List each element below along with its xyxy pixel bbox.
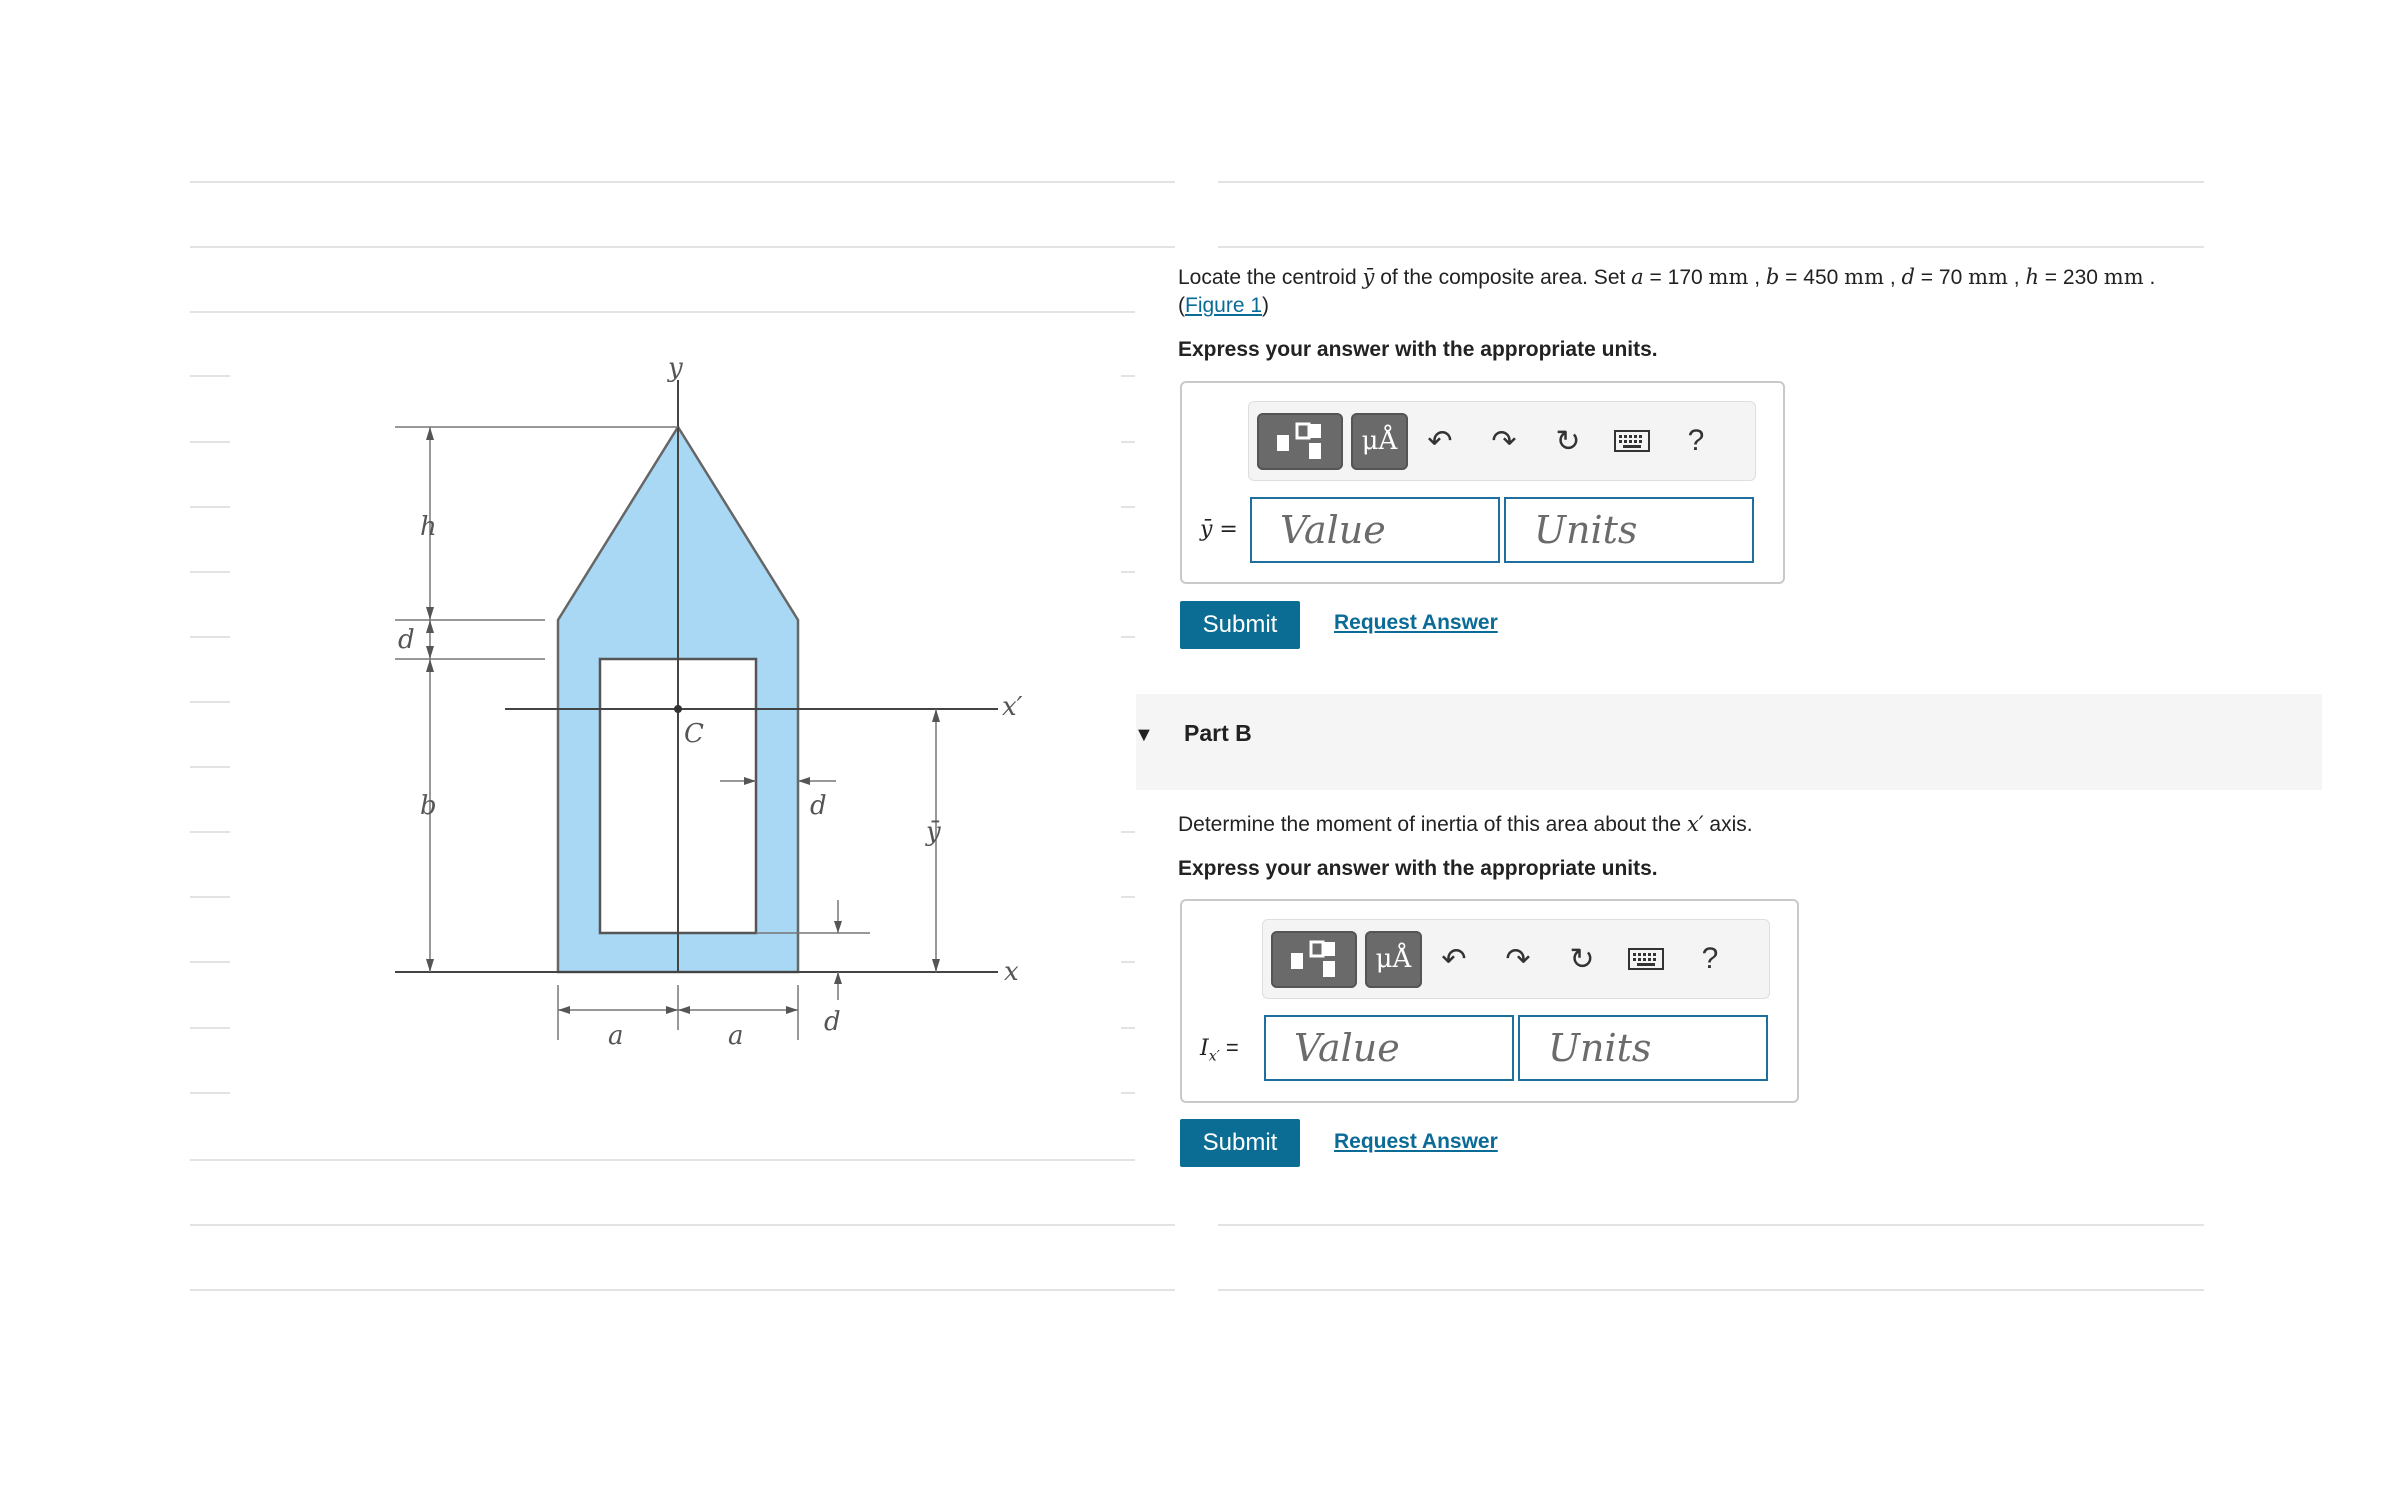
- composite-area-figure: [360, 330, 1090, 1090]
- part-a-value-input[interactable]: [1250, 497, 1500, 563]
- centroid-point: [674, 705, 682, 713]
- part-b-title: Part B: [1184, 720, 1252, 746]
- rule-line: [190, 1159, 1135, 1161]
- part-a-prompt: Locate the centroid ȳ of the composite area. Set a = 170 mm , b = 450 mm , d = 70 mm , h = 230 mm . (Figure 1): [1178, 265, 2156, 317]
- part-b-answer-box: [1180, 899, 1799, 1103]
- rule-line: [190, 246, 1175, 248]
- rule-line: [1218, 181, 2204, 183]
- redo-icon[interactable]: ↷: [1491, 424, 1517, 458]
- part-b-prompt: Determine the moment of inertia of this area about the x′ axis.: [1178, 812, 1753, 836]
- rule-line: [1218, 1224, 2204, 1226]
- label-d-left: d: [398, 625, 415, 655]
- rule-line: [1218, 1289, 2204, 1291]
- part-a-instruction: Express your answer with the appropriate units.: [1178, 338, 1658, 361]
- part-a-units-input[interactable]: [1504, 497, 1754, 563]
- label-a-right: a: [728, 1021, 744, 1051]
- rule-line: [190, 1224, 1175, 1226]
- keyboard-icon[interactable]: [1600, 413, 1664, 470]
- part-b-submit-button[interactable]: Submit: [1180, 1119, 1300, 1167]
- rule-line: [190, 311, 1135, 313]
- label-b: b: [420, 791, 437, 821]
- help-icon[interactable]: ?: [1701, 942, 1719, 975]
- part-a-request-answer-link[interactable]: Request Answer: [1334, 611, 1498, 634]
- reset-icon[interactable]: ↻: [1555, 424, 1581, 458]
- part-b-toolbar: [1262, 919, 1770, 999]
- part-b-request-answer-link[interactable]: Request Answer: [1334, 1130, 1498, 1153]
- rule-line: [190, 181, 1175, 183]
- undo-icon[interactable]: ↶: [1441, 942, 1467, 976]
- part-b-value-input[interactable]: [1264, 1015, 1514, 1081]
- part-a-toolbar: [1248, 401, 1756, 481]
- figure-link[interactable]: Figure 1: [1185, 294, 1263, 317]
- part-a-answer-label: ȳ =: [1200, 517, 1238, 542]
- label-a-left: a: [608, 1021, 624, 1051]
- label-y-axis: y: [668, 353, 683, 383]
- label-h: h: [420, 512, 437, 542]
- part-b-instruction: Express your answer with the appropriate units.: [1178, 857, 1658, 880]
- part-a-answer-box: [1180, 381, 1785, 584]
- reset-icon[interactable]: ↻: [1569, 942, 1595, 976]
- rule-line: [1218, 246, 2204, 248]
- keyboard-icon[interactable]: [1614, 931, 1678, 988]
- part-a-submit-button[interactable]: Submit: [1180, 601, 1300, 649]
- part-b-units-input[interactable]: [1518, 1015, 1768, 1081]
- label-centroid: C: [684, 719, 704, 749]
- templates-icon: [1287, 939, 1341, 979]
- redo-icon[interactable]: ↷: [1505, 942, 1531, 976]
- label-ybar: ȳ: [926, 817, 941, 847]
- templates-button[interactable]: [1271, 931, 1357, 988]
- templates-icon: [1273, 421, 1327, 461]
- part-b-answer-label: $I_{x'}$ =: [1200, 1035, 1239, 1065]
- label-d-bottom: d: [824, 1007, 841, 1037]
- templates-button[interactable]: [1257, 413, 1343, 470]
- units-button[interactable]: μÅ: [1365, 931, 1422, 988]
- rule-line: [190, 1289, 1175, 1291]
- label-d-inner: d: [810, 791, 827, 821]
- part-b-header[interactable]: [1136, 694, 2322, 790]
- label-x-axis: x: [1004, 957, 1019, 987]
- label-x-prime: x′: [1002, 692, 1023, 722]
- help-icon[interactable]: ?: [1687, 424, 1705, 457]
- part-b-collapse-caret-icon[interactable]: ▼: [1134, 724, 1154, 746]
- units-button[interactable]: μÅ: [1351, 413, 1408, 470]
- undo-icon[interactable]: ↶: [1427, 424, 1453, 458]
